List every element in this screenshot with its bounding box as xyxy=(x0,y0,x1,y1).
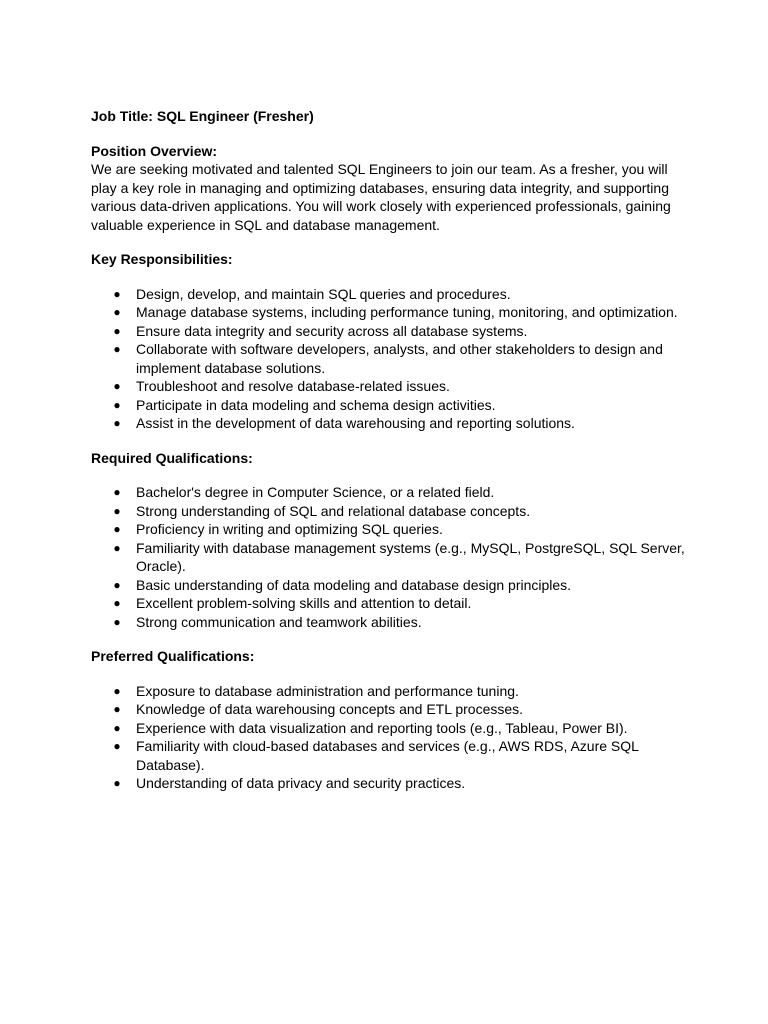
list-item xyxy=(91,719,691,738)
list-item-text: Bachelor's degree in Computer Science, or a related field. xyxy=(136,484,495,500)
bullet-icon: ● xyxy=(113,485,121,499)
list-item xyxy=(91,700,691,719)
bullet-icon: ● xyxy=(113,614,121,629)
preferred-qualifications-heading: Preferred Qualifications: xyxy=(91,648,255,664)
list-item xyxy=(91,682,691,701)
required-qualifications-list xyxy=(91,483,691,631)
key-responsibilities-heading: Key Responsibilities: xyxy=(91,251,233,267)
position-overview-heading: Position Overview: xyxy=(91,142,218,159)
document-page xyxy=(91,107,691,809)
bullet-icon: ● xyxy=(113,577,121,592)
list-item-text: Collaborate with software developers, analysts, and other stakeholders to design and implement database solutions. xyxy=(136,341,663,376)
bullet-icon: ● xyxy=(113,323,121,338)
list-item-text: Troubleshoot and resolve database-related issues. xyxy=(136,378,450,394)
list-item xyxy=(91,520,691,539)
list-item xyxy=(91,594,691,613)
list-item-text: Understanding of data privacy and security practices. xyxy=(136,775,466,791)
list-item xyxy=(91,285,691,304)
bullet-icon: ● xyxy=(113,416,121,430)
bullet-icon: ● xyxy=(113,739,121,753)
bullet-icon: ● xyxy=(113,286,121,301)
key-responsibilities-list xyxy=(91,285,691,433)
list-item xyxy=(91,737,691,774)
list-item xyxy=(91,539,691,576)
bullet-icon: ● xyxy=(113,342,121,356)
list-item-text: Knowledge of data warehousing concepts and ETL processes. xyxy=(136,701,524,717)
bullet-icon: ● xyxy=(113,596,121,610)
list-item-text: Design, develop, and maintain SQL queries and procedures. xyxy=(136,285,511,302)
bullet-icon: ● xyxy=(113,503,121,518)
list-item xyxy=(91,774,691,793)
bullet-icon: ● xyxy=(113,305,121,319)
preferred-qualifications-list xyxy=(91,682,691,793)
bullet-icon: ● xyxy=(113,683,121,698)
list-item-text: Exposure to database administration and performance tuning. xyxy=(136,682,519,699)
list-item xyxy=(91,377,691,396)
bullet-icon: ● xyxy=(113,702,121,716)
list-item xyxy=(91,340,691,377)
position-overview-text: We are seeking motivated and talented SQL Engineers to join our team. As a fresher, you will play a key role in managing and optimizing databases, ensuring data integrity, and supporting various data-driven applications. You will work closely with experienced professionals, gaining valuable experience in SQL and database management. xyxy=(91,161,671,233)
bullet-icon: ● xyxy=(113,540,121,555)
list-item-text: Ensure data integrity and security across all database systems. xyxy=(136,322,528,339)
list-item xyxy=(91,322,691,341)
list-item-text: Participate in data modeling and schema design activities. xyxy=(136,396,496,413)
list-item-text: Proficiency in writing and optimizing SQL queries. xyxy=(136,521,443,537)
list-item-text: Familiarity with cloud-based databases and services (e.g., AWS RDS, Azure SQL Database). xyxy=(136,738,639,773)
bullet-icon: ● xyxy=(113,720,121,735)
list-item-text: Strong understanding of SQL and relational database concepts. xyxy=(136,502,531,519)
list-item-text: Strong communication and teamwork abilities. xyxy=(136,613,422,630)
bullet-icon: ● xyxy=(113,522,121,536)
list-item-text: Manage database systems, including performance tuning, monitoring, and optimization. xyxy=(136,304,678,320)
list-item xyxy=(91,303,691,322)
list-item xyxy=(91,576,691,595)
list-item-text: Assist in the development of data warehousing and reporting solutions. xyxy=(136,415,575,431)
list-item-text: Experience with data visualization and reporting tools (e.g., Tableau, Power BI). xyxy=(136,719,628,736)
job-title: Job Title: SQL Engineer (Fresher) xyxy=(91,108,314,124)
required-qualifications-heading: Required Qualifications: xyxy=(91,449,253,466)
bullet-icon: ● xyxy=(113,397,121,412)
list-item xyxy=(91,613,691,632)
list-item xyxy=(91,414,691,433)
list-item-text: Excellent problem-solving skills and attention to detail. xyxy=(136,595,472,611)
list-item-text: Basic understanding of data modeling and database design principles. xyxy=(136,576,572,593)
list-item xyxy=(91,502,691,521)
bullet-icon: ● xyxy=(113,379,121,393)
list-item xyxy=(91,396,691,415)
list-item-text: Familiarity with database management systems (e.g., MySQL, PostgreSQL, SQL Server, Oracle). xyxy=(136,539,685,574)
bullet-icon: ● xyxy=(113,776,121,790)
list-item xyxy=(91,483,691,502)
